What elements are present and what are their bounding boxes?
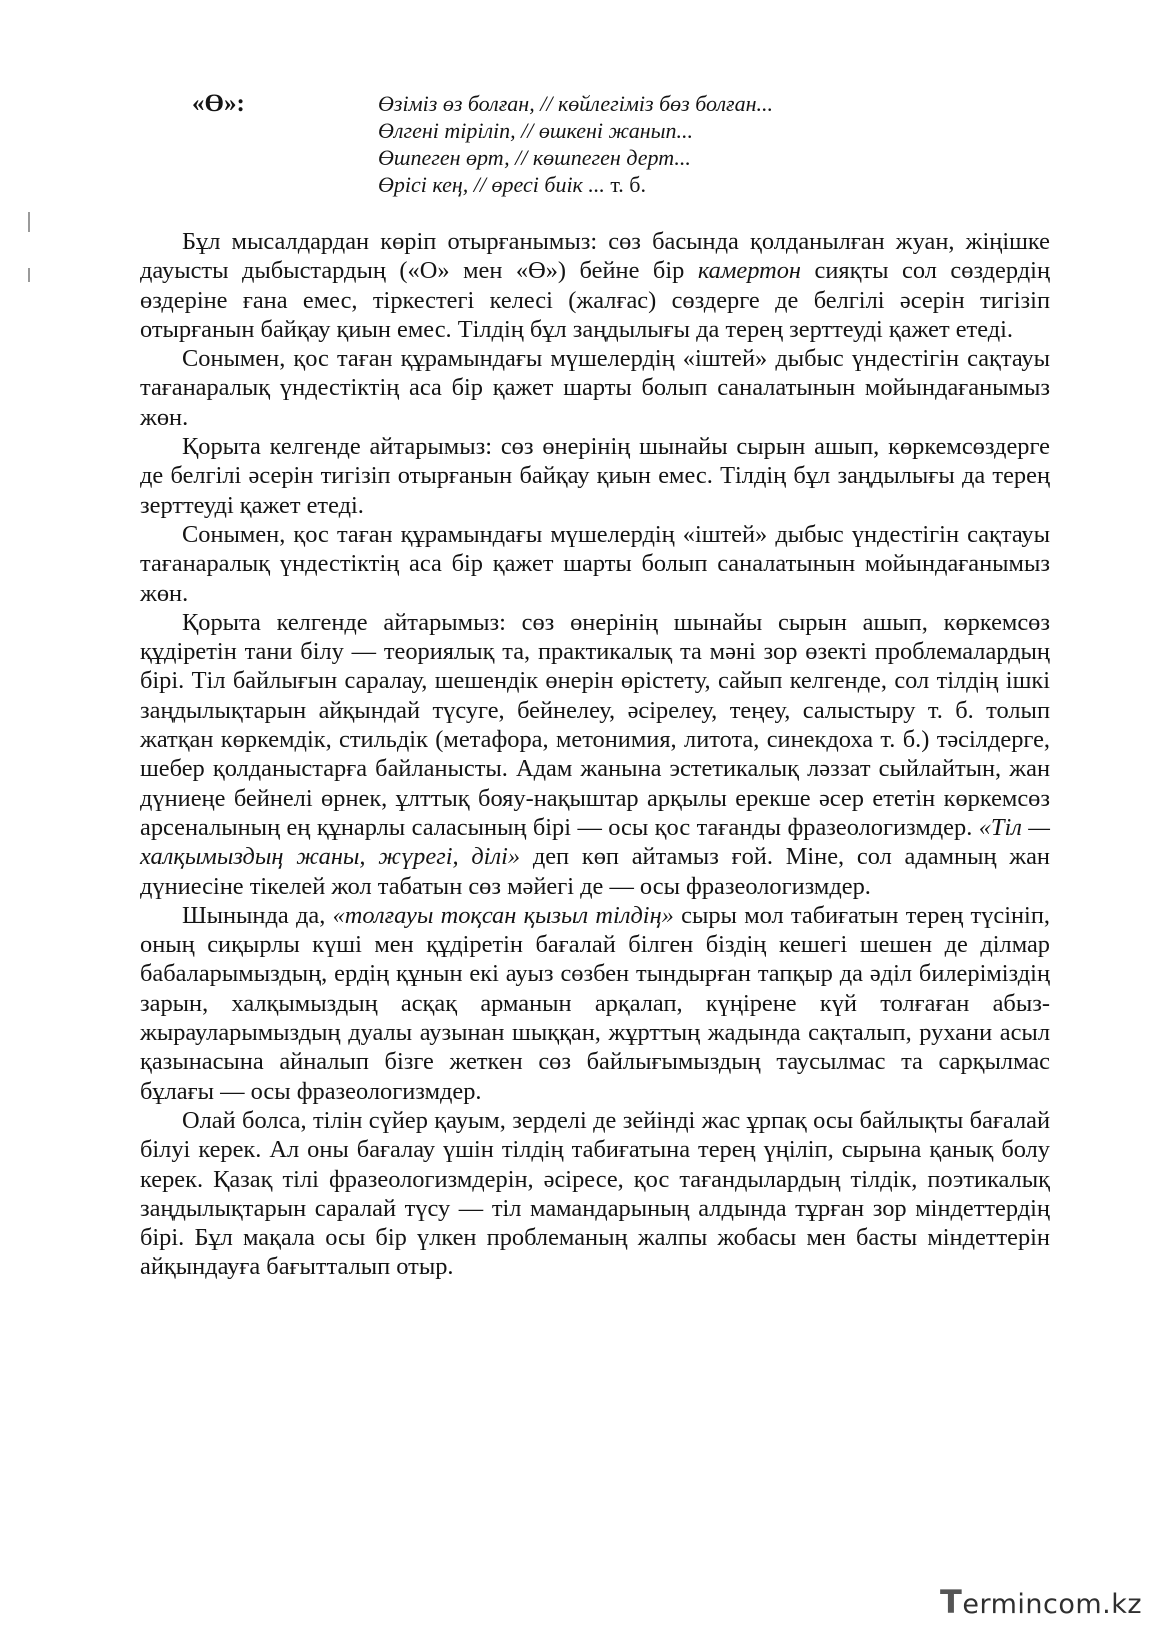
example-verse-block [192, 90, 952, 200]
paragraph-text: сияқты сол сөздердің өздеріне ғана емес, тіркестегі келесі (жалғас) сөздерге де белгілі әсерін тигізіп отырғанын байқау қиын емес. Тілдің бұл заңдылығы да терең зерттеуді қажет етеді. [140, 257, 1050, 343]
verse-line: Өзіміз өз болған, // көйлегіміз бөз болған... [378, 91, 774, 116]
verse-label: «Ө»: [192, 90, 245, 117]
verse-line-text: Өрісі кең, // өресі биік ... [378, 172, 605, 197]
paragraph [140, 432, 1050, 520]
watermark-logo [940, 1583, 1142, 1621]
paragraph-emphasis: «толғауы тоқсан қызыл тілдің» [332, 901, 674, 929]
scan-margin-mark [28, 212, 30, 232]
paragraph-emphasis: камертон [697, 257, 801, 285]
paragraph-text: сыры мол табиғатын терең түсініп, оның сиқырлы күші мен құдіретін бағалай білген біздің кешегі шешен де ділмар бабаларымыздың, ердің құнын екі ауыз сөзбен тындырған тапқыр да әділ билеріміздің зарын, халқымыздың асқақ арманын арқалап, күңірене күй толғаған абыз-жырауларымыздың дуалы аузынан шыққан, жұрттың жадында сақталып, рухани асыл қазынасына айналып бізге жеткен сөз байлығымыздың таусылмас та сарқылмас бұлағы — осы фразеологизмдер. [140, 901, 1050, 1105]
paragraph-text: Қорыта келгенде айтарымыз: сөз өнерінің шынайы сырын ашып, көркемсөздерге де белгілі әсерін тигізіп отырғанын байқау қиын емес. Тілдің бұл заңдылығы да терең зерттеуді қажет етеді. [140, 433, 1050, 519]
paragraph [140, 520, 1050, 608]
paragraph-text: Сонымен, қос таған құрамындағы мүшелердің «іштей» дыбыс үндестігін сақтауы тағанаралық үндестіктің аса бір қажет шарты болып саналатынын мойындағанымыз жөн. [140, 345, 1050, 431]
paragraph [140, 344, 1050, 432]
paragraph-text: Сонымен, қос таған құрамындағы мүшелердің «іштей» дыбыс үндестігін сақтауы тағанаралық үндестіктің аса бір қажет шарты болып саналатынын мойындағанымыз жөн. [140, 520, 1050, 607]
watermark-text: ermincom.kz [962, 1589, 1143, 1620]
scan-margin-mark [28, 268, 30, 282]
verse-line: Өлгені тіріліп, // өшкені жанып... [378, 118, 694, 143]
paragraph-text: Қорыта келгенде айтарымыз: сөз өнерінің шынайы сырын ашып, көркемсөз құдіретін тани білу — теориялық та, практикалық та мәні зор өзекті проблемалардың бірі. Тіл байлығын саралау, шешендік өнерін өрістету, сайып келгенде, сол тілдің ішкі заңдылықтарын айқындай түсуге, бейнелеу, әсірелеу, теңеу, салыстыру т. б. толып жатқан көркемдік, стильдік (метафора, метонимия, литота, синекдоха т. б.) тәсілдерге, шебер қолданыстарға байланысты. Адам жанына эстетикалық ләззат сыйлайтын, жан дүниеңе бейнелі өрнек, ұлттық бояу-нақыштар арқылы ерекше әсер ететін көркемсөз арсеналының ең құнарлы саласының бірі — осы қос тағанды фразеологизмдер. [140, 608, 1050, 841]
verse-line: Өшпеген өрт, // көшпеген дерт... [378, 145, 691, 170]
paragraph-emphasis: «Тіл — халқымыздың жаны, жүрегі, ділі» [140, 813, 1050, 871]
verse-line-last [378, 171, 938, 198]
watermark-initial: T [940, 1583, 963, 1621]
paragraph [140, 227, 1050, 344]
verse-line-tail: т. б. [604, 172, 646, 197]
body-text [140, 227, 1050, 1282]
paragraph-text: Олай болса, тілін сүйер қауым, зерделі де зейінді жас ұрпақ осы байлықты бағалай білуі керек. Ал оны бағалау үшін тілдің табиғатына терең үңіліп, сырына қанық болу керек. Қазақ тілі фразеологизмдерін, әсіресе, қос тағандылардың тілдік, поэтикалық заңдылықтарын саралай түсу — тіл мамандарының алдында тұрған зор міндеттердің бірі. Бұл мақала осы бір үлкен проблеманың жалпы жобасы мен басты міндеттерін айқындауға бағытталып отыр. [140, 1106, 1050, 1281]
verse-lines [378, 90, 938, 198]
paragraph [140, 608, 1050, 901]
paragraph-text: Шынында да, [182, 901, 333, 929]
paragraph-text: деп көп айтамыз ғой. Міне, сол адамның жан дүниесіне тікелей жол табатын сөз мәйегі де — осы фразеологизмдер. [140, 843, 1050, 900]
paragraph [140, 1106, 1050, 1282]
paragraph [140, 901, 1050, 1106]
paragraph-text: Бұл мысалдардан көріп отырғанымыз: сөз басында қолданылған жуан, жіңішке дауысты дыбыстардың («О» мен «Ө») бейне бір [140, 228, 1050, 285]
